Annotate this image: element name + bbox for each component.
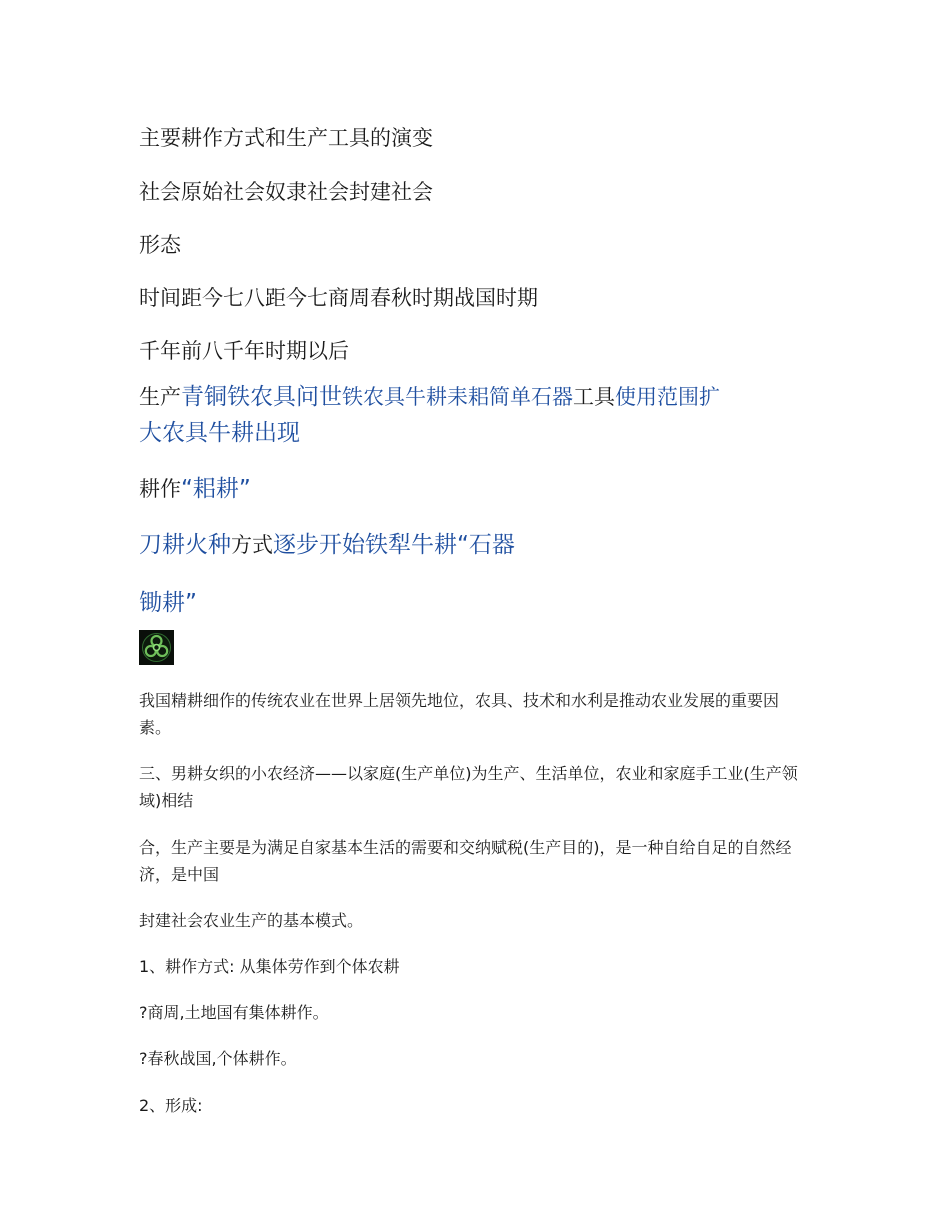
table-row-method — [139, 526, 515, 559]
table-row-society: 社会原始社会奴隶社会封建社会 — [139, 180, 433, 204]
list-item-1a: ?商周,土地国有集体耕作。 — [139, 1003, 329, 1022]
method-label: 方式 — [231, 533, 273, 557]
table-row-time-continued: 千年前八千年时期以后 — [139, 339, 349, 363]
tools-scope: 使用范围扩 — [615, 385, 720, 409]
table-row-time: 时间距今七八距今七商周春秋时期战国时期 — [139, 286, 538, 310]
tools-bronze-iron: 青铜铁农具问世 — [181, 384, 342, 410]
page-title: 主要耕作方式和生产工具的演变 — [139, 126, 433, 150]
tools-label: 生产 — [139, 385, 181, 409]
tools-label-2: 工具 — [573, 385, 615, 409]
paragraph-basic-mode: 封建社会农业生产的基本模式。 — [139, 911, 364, 930]
list-item-1: 1、耕作方式: 从集体劳作到个体农耕 — [139, 957, 400, 976]
method-slash-burn: 刀耕火种 — [139, 532, 231, 558]
farming-label: 耕作 — [139, 477, 181, 501]
list-item-1b: ?春秋战国,个体耕作。 — [139, 1049, 297, 1068]
table-row-tools — [139, 380, 804, 452]
table-row-hoe: 锄耕” — [139, 590, 197, 616]
paragraph-small-farm-continued: 合，生产主要是为满足自家基本生活的需要和交纳赋税(生产目的)，是一种自给自足的自然经济，是中国 — [139, 838, 792, 884]
tools-scope-continued: 大农具牛耕出现 — [139, 420, 300, 446]
list-item-2: 2、形成: — [139, 1096, 203, 1115]
table-row-form: 形态 — [139, 233, 181, 257]
method-iron-plow: 逐步开始铁犁牛耕 — [273, 532, 457, 558]
biohazard-icon — [139, 630, 174, 665]
paragraph-small-farm: 三、男耕女织的小农经济——以家庭(生产单位)为生产、生活单位，农业和家庭手工业(生产领域)相结 — [139, 764, 798, 810]
table-row-farming — [139, 470, 251, 503]
tools-iron-plow: 铁农具牛耕耒耜简单石器 — [342, 385, 573, 409]
farming-value: “耜耕” — [181, 476, 251, 502]
method-stone: “石器 — [457, 532, 515, 558]
paragraph-intro: 我国精耕细作的传统农业在世界上居领先地位，农具、技术和水利是推动农业发展的重要因素。 — [139, 691, 780, 737]
